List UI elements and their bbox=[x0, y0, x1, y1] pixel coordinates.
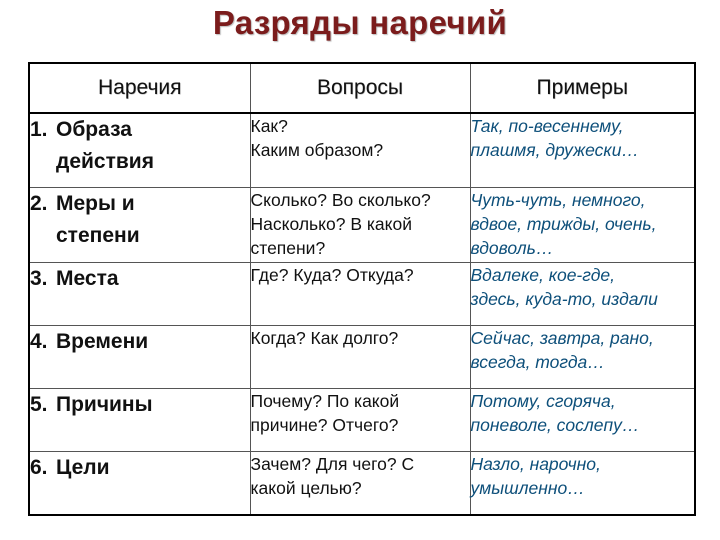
question-cell bbox=[250, 113, 470, 188]
question-text: Насколько? В какой bbox=[250, 214, 412, 234]
category-cell bbox=[29, 389, 250, 452]
table-row bbox=[29, 326, 695, 389]
example-text: Сейчас, завтра, рано, bbox=[470, 328, 654, 348]
category-number: 3. bbox=[30, 267, 48, 290]
question-text: Сколько? Во сколько? bbox=[250, 190, 431, 210]
example-text: поневоле, сослепу… bbox=[470, 415, 640, 435]
question-text: Где? Куда? Откуда? bbox=[250, 265, 414, 285]
header-questions: Вопросы bbox=[250, 63, 470, 113]
table-row bbox=[29, 389, 695, 452]
category-label: Места bbox=[56, 267, 119, 290]
category-label: Цели bbox=[56, 456, 110, 479]
category-label: Времени bbox=[56, 330, 149, 353]
question-text: степени? bbox=[250, 238, 326, 258]
question-cell bbox=[250, 326, 470, 389]
adverb-categories-table bbox=[28, 62, 696, 516]
header-adverbs: Наречия bbox=[29, 63, 250, 113]
example-text: Назло, нарочно, bbox=[470, 454, 601, 474]
category-number: 2. bbox=[30, 192, 48, 215]
category-cell bbox=[29, 263, 250, 326]
category-cell bbox=[29, 452, 250, 516]
table-row bbox=[29, 113, 695, 188]
category-label: Меры и bbox=[56, 192, 135, 215]
question-cell bbox=[250, 389, 470, 452]
example-text: Вдалеке, кое-где, bbox=[470, 265, 615, 285]
example-text: Так, по-весеннему, bbox=[470, 116, 624, 136]
question-text: Почему? По какой bbox=[250, 391, 400, 411]
question-text: причине? Отчего? bbox=[250, 415, 399, 435]
example-text: вдвое, трижды, очень, bbox=[470, 214, 657, 234]
example-cell bbox=[470, 113, 695, 188]
question-text: Каким образом? bbox=[250, 140, 384, 160]
category-cell bbox=[29, 113, 250, 188]
example-text: всегда, тогда… bbox=[470, 352, 605, 372]
example-text: вдоволь… bbox=[470, 238, 554, 258]
category-cell bbox=[29, 188, 250, 263]
table-row bbox=[29, 452, 695, 516]
category-number: 5. bbox=[30, 393, 48, 416]
header-examples: Примеры bbox=[470, 63, 695, 113]
table-row bbox=[29, 188, 695, 263]
example-cell bbox=[470, 389, 695, 452]
example-text: умышленно… bbox=[470, 478, 585, 498]
category-label: Образа bbox=[56, 118, 132, 141]
example-text: здесь, куда-то, издали bbox=[470, 289, 658, 309]
category-label: степени bbox=[56, 224, 140, 247]
question-text: Когда? Как долго? bbox=[250, 328, 399, 348]
category-number: 1. bbox=[30, 118, 48, 141]
category-label: Причины bbox=[56, 393, 153, 416]
example-text: Потому, сгоряча, bbox=[470, 391, 616, 411]
category-number: 6. bbox=[30, 456, 48, 479]
category-cell bbox=[29, 326, 250, 389]
question-text: Зачем? Для чего? С bbox=[250, 454, 415, 474]
example-cell bbox=[470, 452, 695, 516]
question-cell bbox=[250, 452, 470, 516]
example-text: Чуть-чуть, немного, bbox=[470, 190, 646, 210]
question-text: какой целью? bbox=[250, 478, 362, 498]
question-cell bbox=[250, 263, 470, 326]
table-row bbox=[29, 263, 695, 326]
category-label: действия bbox=[56, 150, 154, 173]
table-header-row bbox=[29, 63, 695, 113]
example-cell bbox=[470, 326, 695, 389]
example-text: плашмя, дружески… bbox=[470, 140, 639, 160]
question-text: Как? bbox=[250, 116, 288, 136]
category-number: 4. bbox=[30, 330, 48, 353]
question-cell bbox=[250, 188, 470, 263]
example-cell bbox=[470, 188, 695, 263]
page-title: Разряды наречий bbox=[212, 4, 508, 41]
example-cell bbox=[470, 263, 695, 326]
